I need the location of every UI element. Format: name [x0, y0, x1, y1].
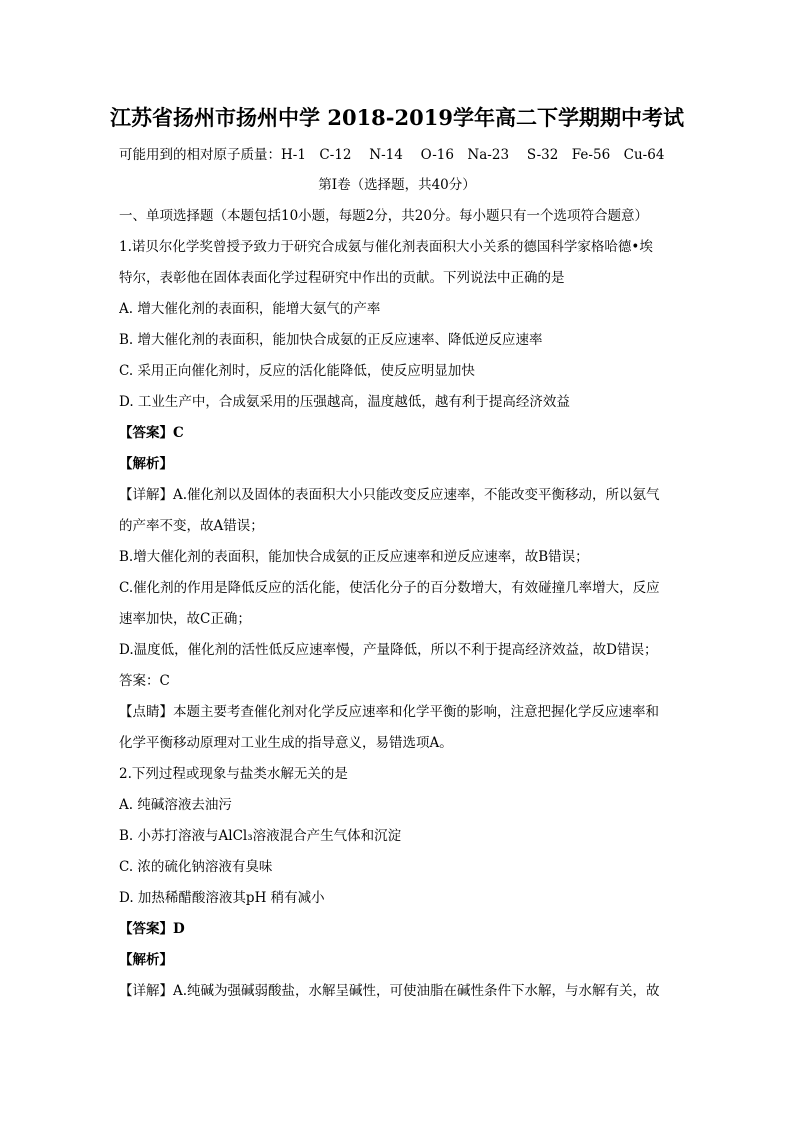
atomic-masses-line: 可能用到的相对原子质量：H-1 C-12 N-14 O-16 Na-23 S-32 Fe-56 Cu-64 — [119, 147, 665, 163]
q1-detail-line-3: B.增大催化剂的表面积，能加快合成氨的正反应速率和逆反应速率，故B错误； — [119, 549, 589, 565]
q2-stem: 2.下列过程或现象与盐类水解无关的是 — [119, 766, 348, 782]
q1-detail-line-4: C.催化剂的作用是降低反应的活化能，使活化分子的百分数增大，有效碰撞几率增大，反应 — [119, 580, 660, 596]
q1-detail-line-1: 【详解】A.催化剂以及固体的表面积大小只能改变反应速率，不能改变平衡移动，所以氨气 — [119, 487, 660, 503]
q1-detail-line-7: 答案：C — [119, 673, 170, 689]
q2-option-d: D. 加热稀醋酸溶液其pH 稍有减小 — [119, 890, 325, 906]
q1-comment-line-1: 【点睛】本题主要考查催化剂对化学反应速率和化学平衡的影响，注意把握化学反应速率和 — [119, 704, 659, 720]
q1-comment-line-2: 化学平衡移动原理对工业生成的指导意义，易错选项A。 — [119, 735, 453, 751]
q1-stem-line-2: 特尔，表彰他在固体表面化学过程研究中作出的贡献。下列说法中正确的是 — [119, 270, 565, 286]
q2-option-b: B. 小苏打溶液与AlCl₃溶液混合产生气体和沉淀 — [119, 828, 402, 844]
q1-option-b: B. 增大催化剂的表面积，能加快合成氨的正反应速率、降低逆反应速率 — [119, 332, 543, 348]
document-title: 江苏省扬州市扬州中学 2018-2019学年高二下学期期中考试 — [110, 105, 684, 130]
q1-detail-line-5: 速率加快，故C正确； — [119, 611, 251, 627]
q1-answer: 【答案】C — [119, 425, 184, 441]
q1-option-c: C. 采用正向催化剂时，反应的活化能降低，使反应明显加快 — [119, 363, 475, 379]
q1-analysis-heading: 【解析】 — [119, 456, 173, 472]
q1-option-a: A. 增大催化剂的表面积，能增大氨气的产率 — [119, 301, 381, 317]
q2-option-c: C. 浓的硫化钠溶液有臭味 — [119, 859, 273, 875]
q1-option-d: D. 工业生产中，合成氨采用的压强越高，温度越低，越有利于提高经济效益 — [119, 394, 570, 410]
q2-option-a: A. 纯碱溶液去油污 — [119, 797, 232, 813]
q1-detail-line-2: 的产率不变，故A错误； — [119, 518, 264, 534]
section-heading: 第Ⅰ卷（选择题，共40分） — [318, 177, 476, 193]
q2-analysis-heading: 【解析】 — [119, 952, 173, 968]
q1-detail-line-6: D.温度低，催化剂的活性低反应速率慢，产量降低，所以不利于提高经济效益，故D错误； — [119, 642, 658, 658]
q2-answer: 【答案】D — [119, 921, 185, 937]
q2-detail-line-1: 【详解】A.纯碱为强碱弱酸盐，水解呈碱性，可使油脂在碱性条件下水解，与水解有关，故 — [119, 983, 660, 999]
q1-stem-line-1: 1.诺贝尔化学奖曾授予致力于研究合成氨与催化剂表面积大小关系的德国科学家格哈德•埃 — [119, 239, 653, 255]
part-heading: 一、单项选择题（本题包括10小题，每题2分，共20分。每小题只有一个选项符合题意） — [119, 208, 648, 224]
